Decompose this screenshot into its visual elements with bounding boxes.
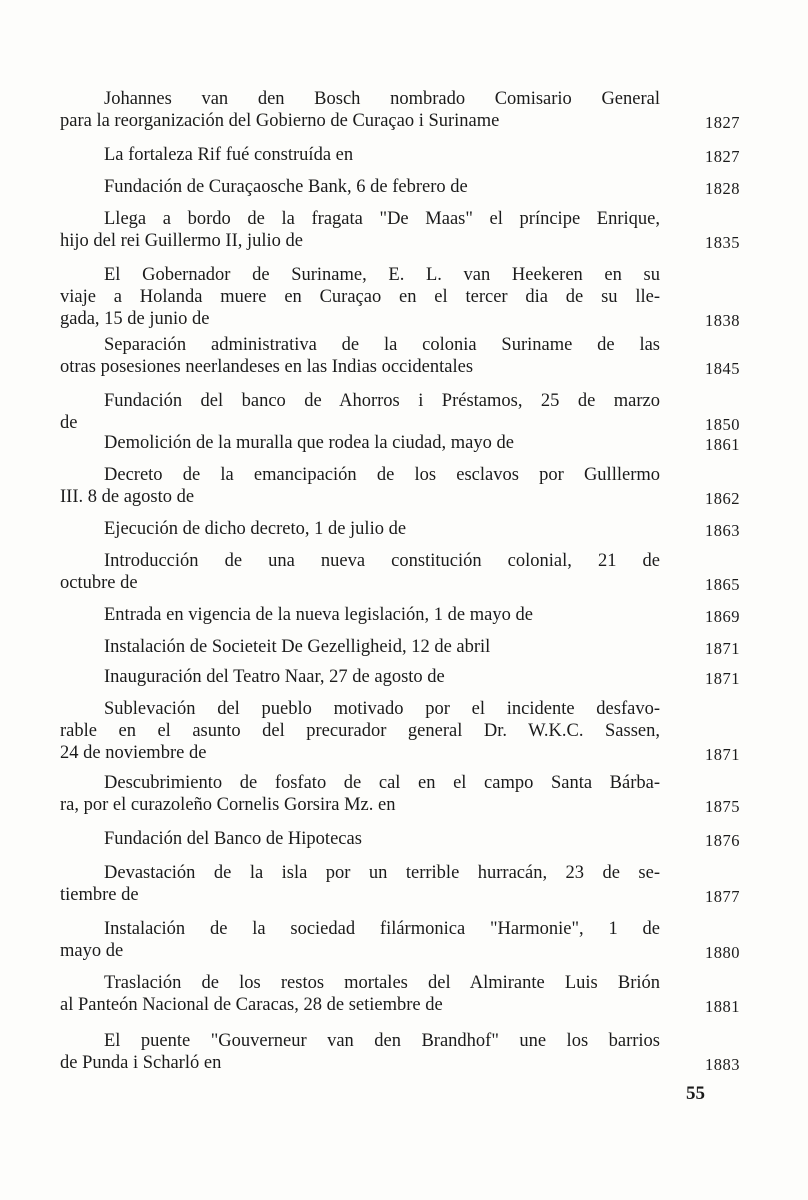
entry-line: El Gobernador de Suriname, E. L. van Heekeren en su — [104, 265, 660, 285]
entry-year: 1871 — [705, 669, 740, 688]
entry-line: Sublevación del pueblo motivado por el incidente desfavo- — [104, 699, 660, 719]
entry-year: 1827 — [705, 113, 740, 132]
entry-year: 1865 — [705, 575, 740, 594]
entry-line: 24 de noviembre de — [60, 743, 207, 763]
chronology-entry — [60, 862, 740, 906]
entry-year: 1863 — [705, 521, 740, 540]
chronology-entry — [60, 828, 740, 850]
entry-line: Fundación de Curaçaosche Bank, 6 de febrero de — [104, 177, 468, 197]
entry-year: 1862 — [705, 489, 740, 508]
chronology-entry — [60, 464, 740, 508]
entry-year: 1828 — [705, 179, 740, 198]
chronology-entry — [60, 176, 740, 198]
entry-line: ra, por el curazoleño Cornelis Gorsira Mz. en — [60, 795, 396, 815]
entry-year: 1881 — [705, 997, 740, 1016]
chronology-entry — [60, 772, 740, 816]
entry-year: 1850 — [705, 415, 740, 434]
entry-line: de — [60, 413, 78, 433]
entry-year: 1869 — [705, 607, 740, 626]
entry-year: 1845 — [705, 359, 740, 378]
entry-line: gada, 15 de junio de — [60, 309, 210, 329]
entry-line: El puente "Gouverneur van den Brandhof" une los barrios — [104, 1031, 660, 1051]
chronology-entry — [60, 208, 740, 252]
entry-year: 1877 — [705, 887, 740, 906]
entry-line: Entrada en vigencia de la nueva legislación, 1 de mayo de — [104, 605, 533, 625]
chronology-entry — [60, 264, 740, 330]
entry-line: tiembre de — [60, 885, 139, 905]
entry-line: Introducción de una nueva constitución colonial, 21 de — [104, 551, 660, 571]
entry-line: Descubrimiento de fosfato de cal en el campo Santa Bárba- — [104, 773, 660, 793]
chronology-entry — [60, 144, 740, 166]
entry-year: 1835 — [705, 233, 740, 252]
entry-line: La fortaleza Rif fué construída en — [104, 145, 354, 165]
entry-year: 1871 — [705, 639, 740, 658]
entry-line: Traslación de los restos mortales del Almirante Luis Brión — [104, 973, 660, 993]
entry-year: 1827 — [705, 147, 740, 166]
entry-year: 1871 — [705, 745, 740, 764]
entry-line: para la reorganización del Gobierno de Curaçao i Suriname — [60, 111, 500, 131]
entry-line: Fundación del banco de Ahorros i Préstamos, 25 de marzo — [104, 391, 660, 411]
chronology-entry — [60, 604, 740, 626]
entry-line: Inauguración del Teatro Naar, 27 de agosto de — [104, 667, 445, 687]
entry-year: 1861 — [705, 435, 740, 454]
chronology-entry — [60, 918, 740, 962]
entry-line: Johannes van den Bosch nombrado Comisario General — [104, 89, 660, 109]
entry-line: Demolición de la muralla que rodea la ciudad, mayo de — [104, 433, 514, 453]
entry-year: 1880 — [705, 943, 740, 962]
entry-line: Ejecución de dicho decreto, 1 de julio de — [104, 519, 407, 539]
entry-year: 1883 — [705, 1055, 740, 1074]
chronology-entry — [60, 636, 740, 658]
chronology-entry — [60, 1030, 740, 1074]
page-number: 55 — [686, 1083, 705, 1104]
chronology-entry — [60, 518, 740, 540]
entry-year: 1838 — [705, 311, 740, 330]
chronology-entry — [60, 390, 740, 434]
entry-line: Separación administrativa de la colonia Suriname de las — [104, 335, 660, 355]
entry-line: III. 8 de agosto de — [60, 487, 195, 507]
entry-line: octubre de — [60, 573, 138, 593]
chronology-entry — [60, 88, 740, 132]
entry-line: otras posesiones neerlandeses en las Indias occidentales — [60, 357, 474, 377]
entry-line: Llega a bordo de la fragata "De Maas" el príncipe Enrique, — [104, 209, 660, 229]
entry-line: Decreto de la emancipación de los esclavos por Gulllermo — [104, 465, 660, 485]
entry-line: Instalación de Societeit De Gezelligheid, 12 de abril — [104, 637, 491, 657]
entry-line: de Punda i Scharló en — [60, 1053, 222, 1073]
entry-line: al Panteón Nacional de Caracas, 28 de setiembre de — [60, 995, 443, 1015]
entry-line: mayo de — [60, 941, 124, 961]
chronology-entry — [60, 972, 740, 1016]
entry-line: Fundación del Banco de Hipotecas — [104, 829, 362, 849]
entry-year: 1876 — [705, 831, 740, 850]
chronology-entry — [60, 432, 740, 454]
entry-line: viaje a Holanda muere en Curaçao en el tercer dia de su lle- — [60, 287, 660, 307]
entry-year: 1875 — [705, 797, 740, 816]
chronology-entry — [60, 334, 740, 378]
entry-line: Devastación de la isla por un terrible hurracán, 23 de se- — [104, 863, 660, 883]
chronology-entry — [60, 666, 740, 688]
entry-line: hijo del rei Guillermo II, julio de — [60, 231, 304, 251]
entry-line: rable en el asunto del precurador general Dr. W.K.C. Sassen, — [60, 721, 660, 741]
chronology-entry — [60, 550, 740, 594]
entry-line: Instalación de la sociedad filármonica "Harmonie", 1 de — [104, 919, 660, 939]
chronology-entry — [60, 698, 740, 764]
